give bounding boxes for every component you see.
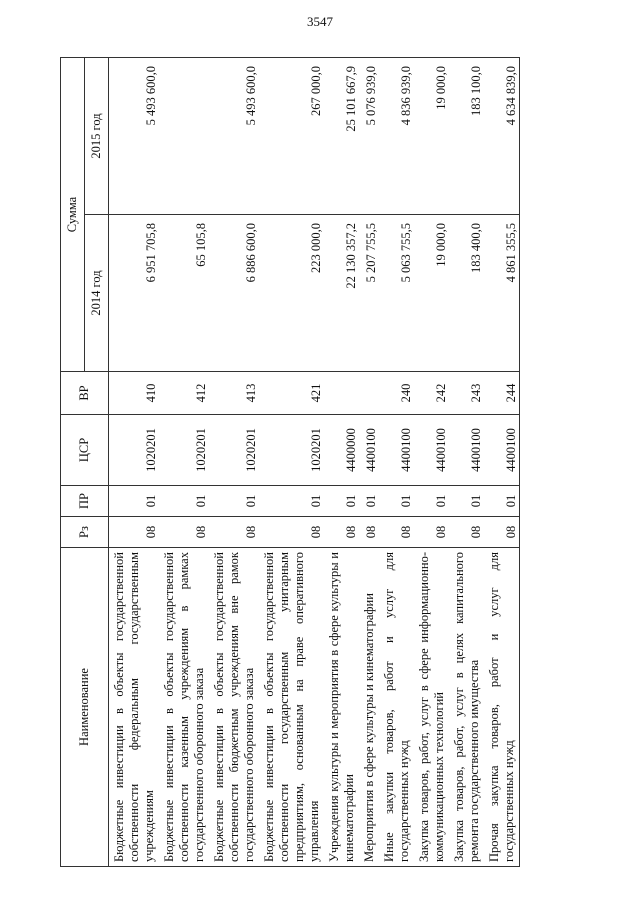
row-pr: 01 xyxy=(209,486,259,517)
row-vr: 412 xyxy=(159,372,209,415)
row-pr: 01 xyxy=(484,486,520,517)
row-pr: 01 xyxy=(109,486,160,517)
row-amount-2015: 183 100,0 xyxy=(449,58,484,215)
row-amount-2014: 6 951 705,8 xyxy=(109,215,160,372)
row-pr: 01 xyxy=(414,486,449,517)
row-name: Бюджетные инвестиции в объекты государственной собственности государственным унитарным предприятиям, основанным на праве оперативного управления xyxy=(259,548,324,867)
row-csr: 4400100 xyxy=(484,415,520,486)
row-vr: 242 xyxy=(414,372,449,415)
row-csr: 4400100 xyxy=(414,415,449,486)
row-pr: 01 xyxy=(324,486,359,517)
table-row xyxy=(209,58,259,867)
row-pr: 01 xyxy=(379,486,414,517)
header-rz: Рз xyxy=(61,517,109,548)
row-vr: 243 xyxy=(449,372,484,415)
row-amount-2014: 183 400,0 xyxy=(449,215,484,372)
header-csr: ЦСР xyxy=(61,415,109,486)
row-rz: 08 xyxy=(159,517,209,548)
row-amount-2014: 65 105,8 xyxy=(159,215,209,372)
row-rz: 08 xyxy=(414,517,449,548)
rotated-page xyxy=(60,57,572,867)
row-rz: 08 xyxy=(109,517,160,548)
budget-table xyxy=(60,57,520,867)
page-number: 3547 xyxy=(307,14,333,29)
row-vr xyxy=(359,372,379,415)
row-name: Прочая закупка товаров, работ и услуг для государственных нужд xyxy=(484,548,520,867)
row-vr xyxy=(324,372,359,415)
row-amount-2014: 4 861 355,5 xyxy=(484,215,520,372)
header-vr: ВР xyxy=(61,372,109,415)
row-csr: 1020201 xyxy=(259,415,324,486)
row-vr: 240 xyxy=(379,372,414,415)
row-rz: 08 xyxy=(379,517,414,548)
table-row xyxy=(414,58,449,867)
row-csr: 4400100 xyxy=(359,415,379,486)
header-pr: ПР xyxy=(61,486,109,517)
row-amount-2015 xyxy=(159,58,209,215)
table-row xyxy=(109,58,160,867)
row-amount-2014: 5 063 755,5 xyxy=(379,215,414,372)
row-vr: 244 xyxy=(484,372,520,415)
row-name: Бюджетные инвестиции в объекты государственной собственности казенным учреждениям в рамках государственного оборонного заказа xyxy=(159,548,209,867)
table-row xyxy=(324,58,359,867)
row-amount-2015: 5 076 939,0 xyxy=(359,58,379,215)
row-amount-2014: 6 886 600,0 xyxy=(209,215,259,372)
table-row xyxy=(159,58,209,867)
row-rz: 08 xyxy=(324,517,359,548)
row-amount-2014: 5 207 755,5 xyxy=(359,215,379,372)
table-row xyxy=(359,58,379,867)
row-rz: 08 xyxy=(449,517,484,548)
header-2015: 2015 год xyxy=(85,58,109,215)
row-rz: 08 xyxy=(484,517,520,548)
row-pr: 01 xyxy=(259,486,324,517)
row-name: Бюджетные инвестиции в объекты государственной собственности бюджетным учреждениям вне рамок государственного оборонного заказа xyxy=(209,548,259,867)
table-row xyxy=(484,58,520,867)
row-rz: 08 xyxy=(209,517,259,548)
row-amount-2014: 22 130 357,2 xyxy=(324,215,359,372)
table-row xyxy=(379,58,414,867)
table-row xyxy=(449,58,484,867)
row-csr: 1020201 xyxy=(109,415,160,486)
table-body xyxy=(109,58,520,867)
row-name: Закупка товаров, работ, услуг в целях капитального ремонта государственного имущества xyxy=(449,548,484,867)
row-vr: 413 xyxy=(209,372,259,415)
header-name: Наименование xyxy=(61,548,109,867)
row-vr: 421 xyxy=(259,372,324,415)
row-vr: 410 xyxy=(109,372,160,415)
row-amount-2014: 19 000,0 xyxy=(414,215,449,372)
row-rz: 08 xyxy=(359,517,379,548)
row-name: Учреждения культуры и мероприятия в сфере культуры и кинематографии xyxy=(324,548,359,867)
row-name: Закупка товаров, работ, услуг в сфере информационно-коммуникационных технологий xyxy=(414,548,449,867)
row-csr: 4400000 xyxy=(324,415,359,486)
row-amount-2015: 4 634 839,0 xyxy=(484,58,520,215)
row-csr: 1020201 xyxy=(159,415,209,486)
header-sum: Сумма xyxy=(61,58,85,372)
row-pr: 01 xyxy=(359,486,379,517)
row-amount-2015: 25 101 667,9 xyxy=(324,58,359,215)
row-pr: 01 xyxy=(449,486,484,517)
row-name: Мероприятия в сфере культуры и кинематографии xyxy=(359,548,379,867)
table-row xyxy=(259,58,324,867)
row-name: Бюджетные инвестиции в объекты государственной собственности федеральным государственным учреждениям xyxy=(109,548,160,867)
row-rz: 08 xyxy=(259,517,324,548)
row-amount-2015: 267 000,0 xyxy=(259,58,324,215)
row-csr: 4400100 xyxy=(379,415,414,486)
row-amount-2015: 5 493 600,0 xyxy=(209,58,259,215)
row-amount-2015: 4 836 939,0 xyxy=(379,58,414,215)
row-amount-2014: 223 000,0 xyxy=(259,215,324,372)
table-header xyxy=(61,58,109,867)
row-name: Иные закупки товаров, работ и услуг для государственных нужд xyxy=(379,548,414,867)
header-2014: 2014 год xyxy=(85,215,109,372)
row-pr: 01 xyxy=(159,486,209,517)
row-csr: 1020201 xyxy=(209,415,259,486)
row-csr: 4400100 xyxy=(449,415,484,486)
row-amount-2015: 5 493 600,0 xyxy=(109,58,160,215)
row-amount-2015: 19 000,0 xyxy=(414,58,449,215)
